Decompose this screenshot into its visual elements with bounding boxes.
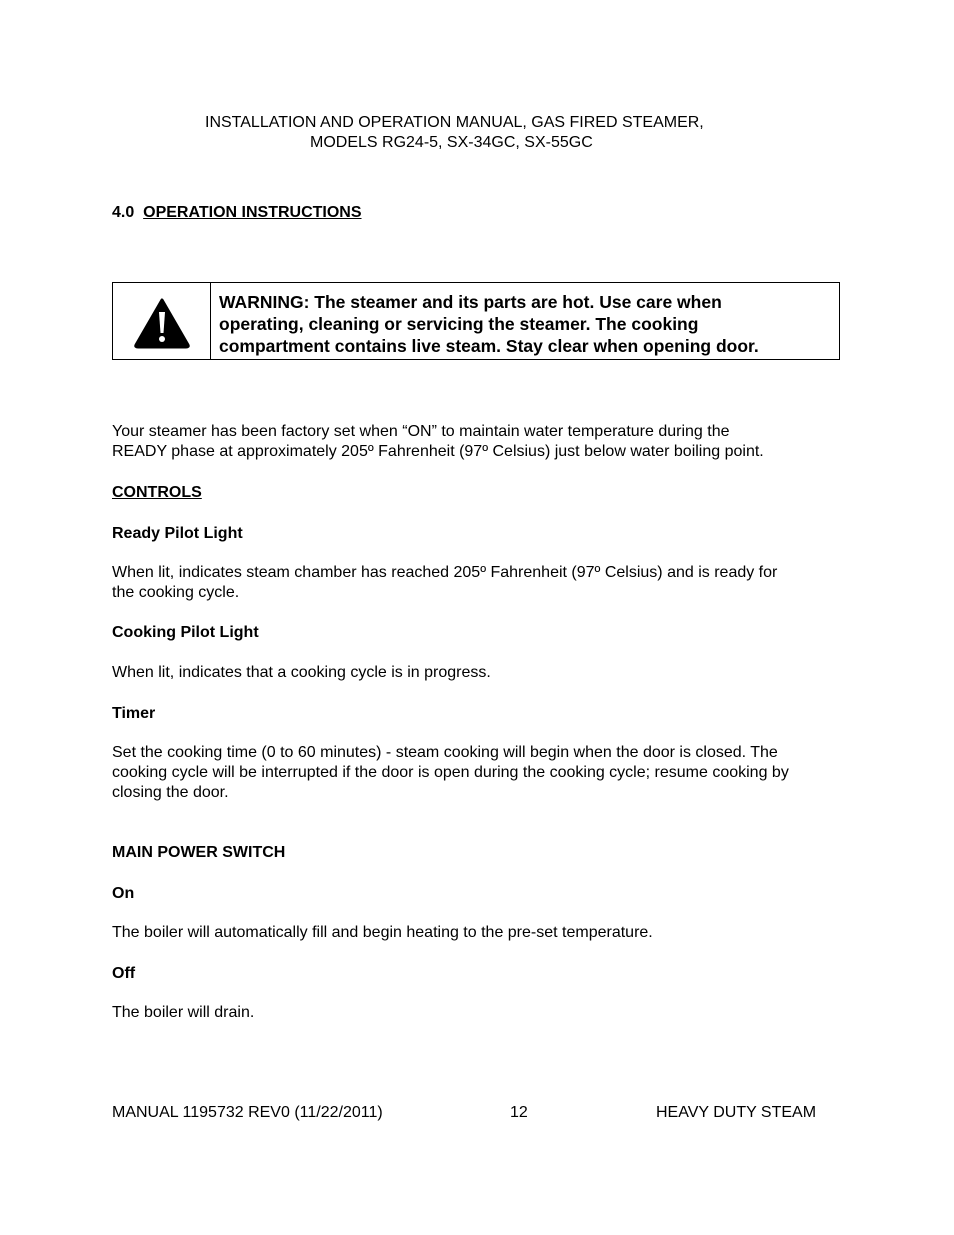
ready-pilot-light-line-1: When lit, indicates steam chamber has reached 205º Fahrenheit (97º Celsius) and is ready for [112,564,778,581]
power-on-title: On [112,885,135,902]
footer-manual-number: MANUAL 1195732 REV0 (11/22/2011) [112,1104,383,1121]
power-on-text: The boiler will automatically fill and begin heating to the pre-set temperature. [112,924,653,941]
power-off-text: The boiler will drain. [112,1004,255,1021]
footer-brand: HEAVY DUTY STEAM [656,1104,817,1121]
warning-line-2: operating, cleaning or servicing the steamer. The cooking [219,314,699,334]
section-heading [112,203,362,223]
intro-line-1: Your steamer has been factory set when “ON” to maintain water temperature during the [112,423,730,440]
section-title: OPERATION INSTRUCTIONS [143,204,362,221]
warning-triangle-icon [133,297,191,349]
warning-line-1: WARNING: The steamer and its parts are hot. Use care when [219,292,722,312]
cooking-pilot-light-title: Cooking Pilot Light [112,624,259,641]
timer-line-1: Set the cooking time (0 to 60 minutes) - steam cooking will begin when the door is closed. The [112,744,778,761]
main-power-switch-heading: MAIN POWER SWITCH [112,844,286,861]
warning-text [219,291,759,357]
header-line-2: MODELS RG24-5, SX-34GC, SX-55GC [310,134,593,151]
warning-line-3: compartment contains live steam. Stay clear when opening door. [219,336,759,356]
controls-heading: CONTROLS [112,484,202,501]
timer-line-2: cooking cycle will be interrupted if the door is open during the cooking cycle; resume cooking by [112,764,789,781]
timer-title: Timer [112,705,156,722]
ready-pilot-light-title: Ready Pilot Light [112,525,243,542]
power-off-title: Off [112,965,136,982]
intro-line-2: READY phase at approximately 205º Fahrenheit (97º Celsius) just below water boiling point. [112,443,764,460]
section-number: 4.0 [112,204,135,221]
warning-divider [210,283,211,359]
timer-line-3: closing the door. [112,784,229,801]
ready-pilot-light-line-2: the cooking cycle. [112,584,240,601]
footer-page-number: 12 [510,1104,528,1121]
header-line-1: INSTALLATION AND OPERATION MANUAL, GAS FIRED STEAMER, [205,114,704,131]
warning-box [112,282,840,360]
cooking-pilot-light-text: When lit, indicates that a cooking cycle is in progress. [112,664,491,681]
